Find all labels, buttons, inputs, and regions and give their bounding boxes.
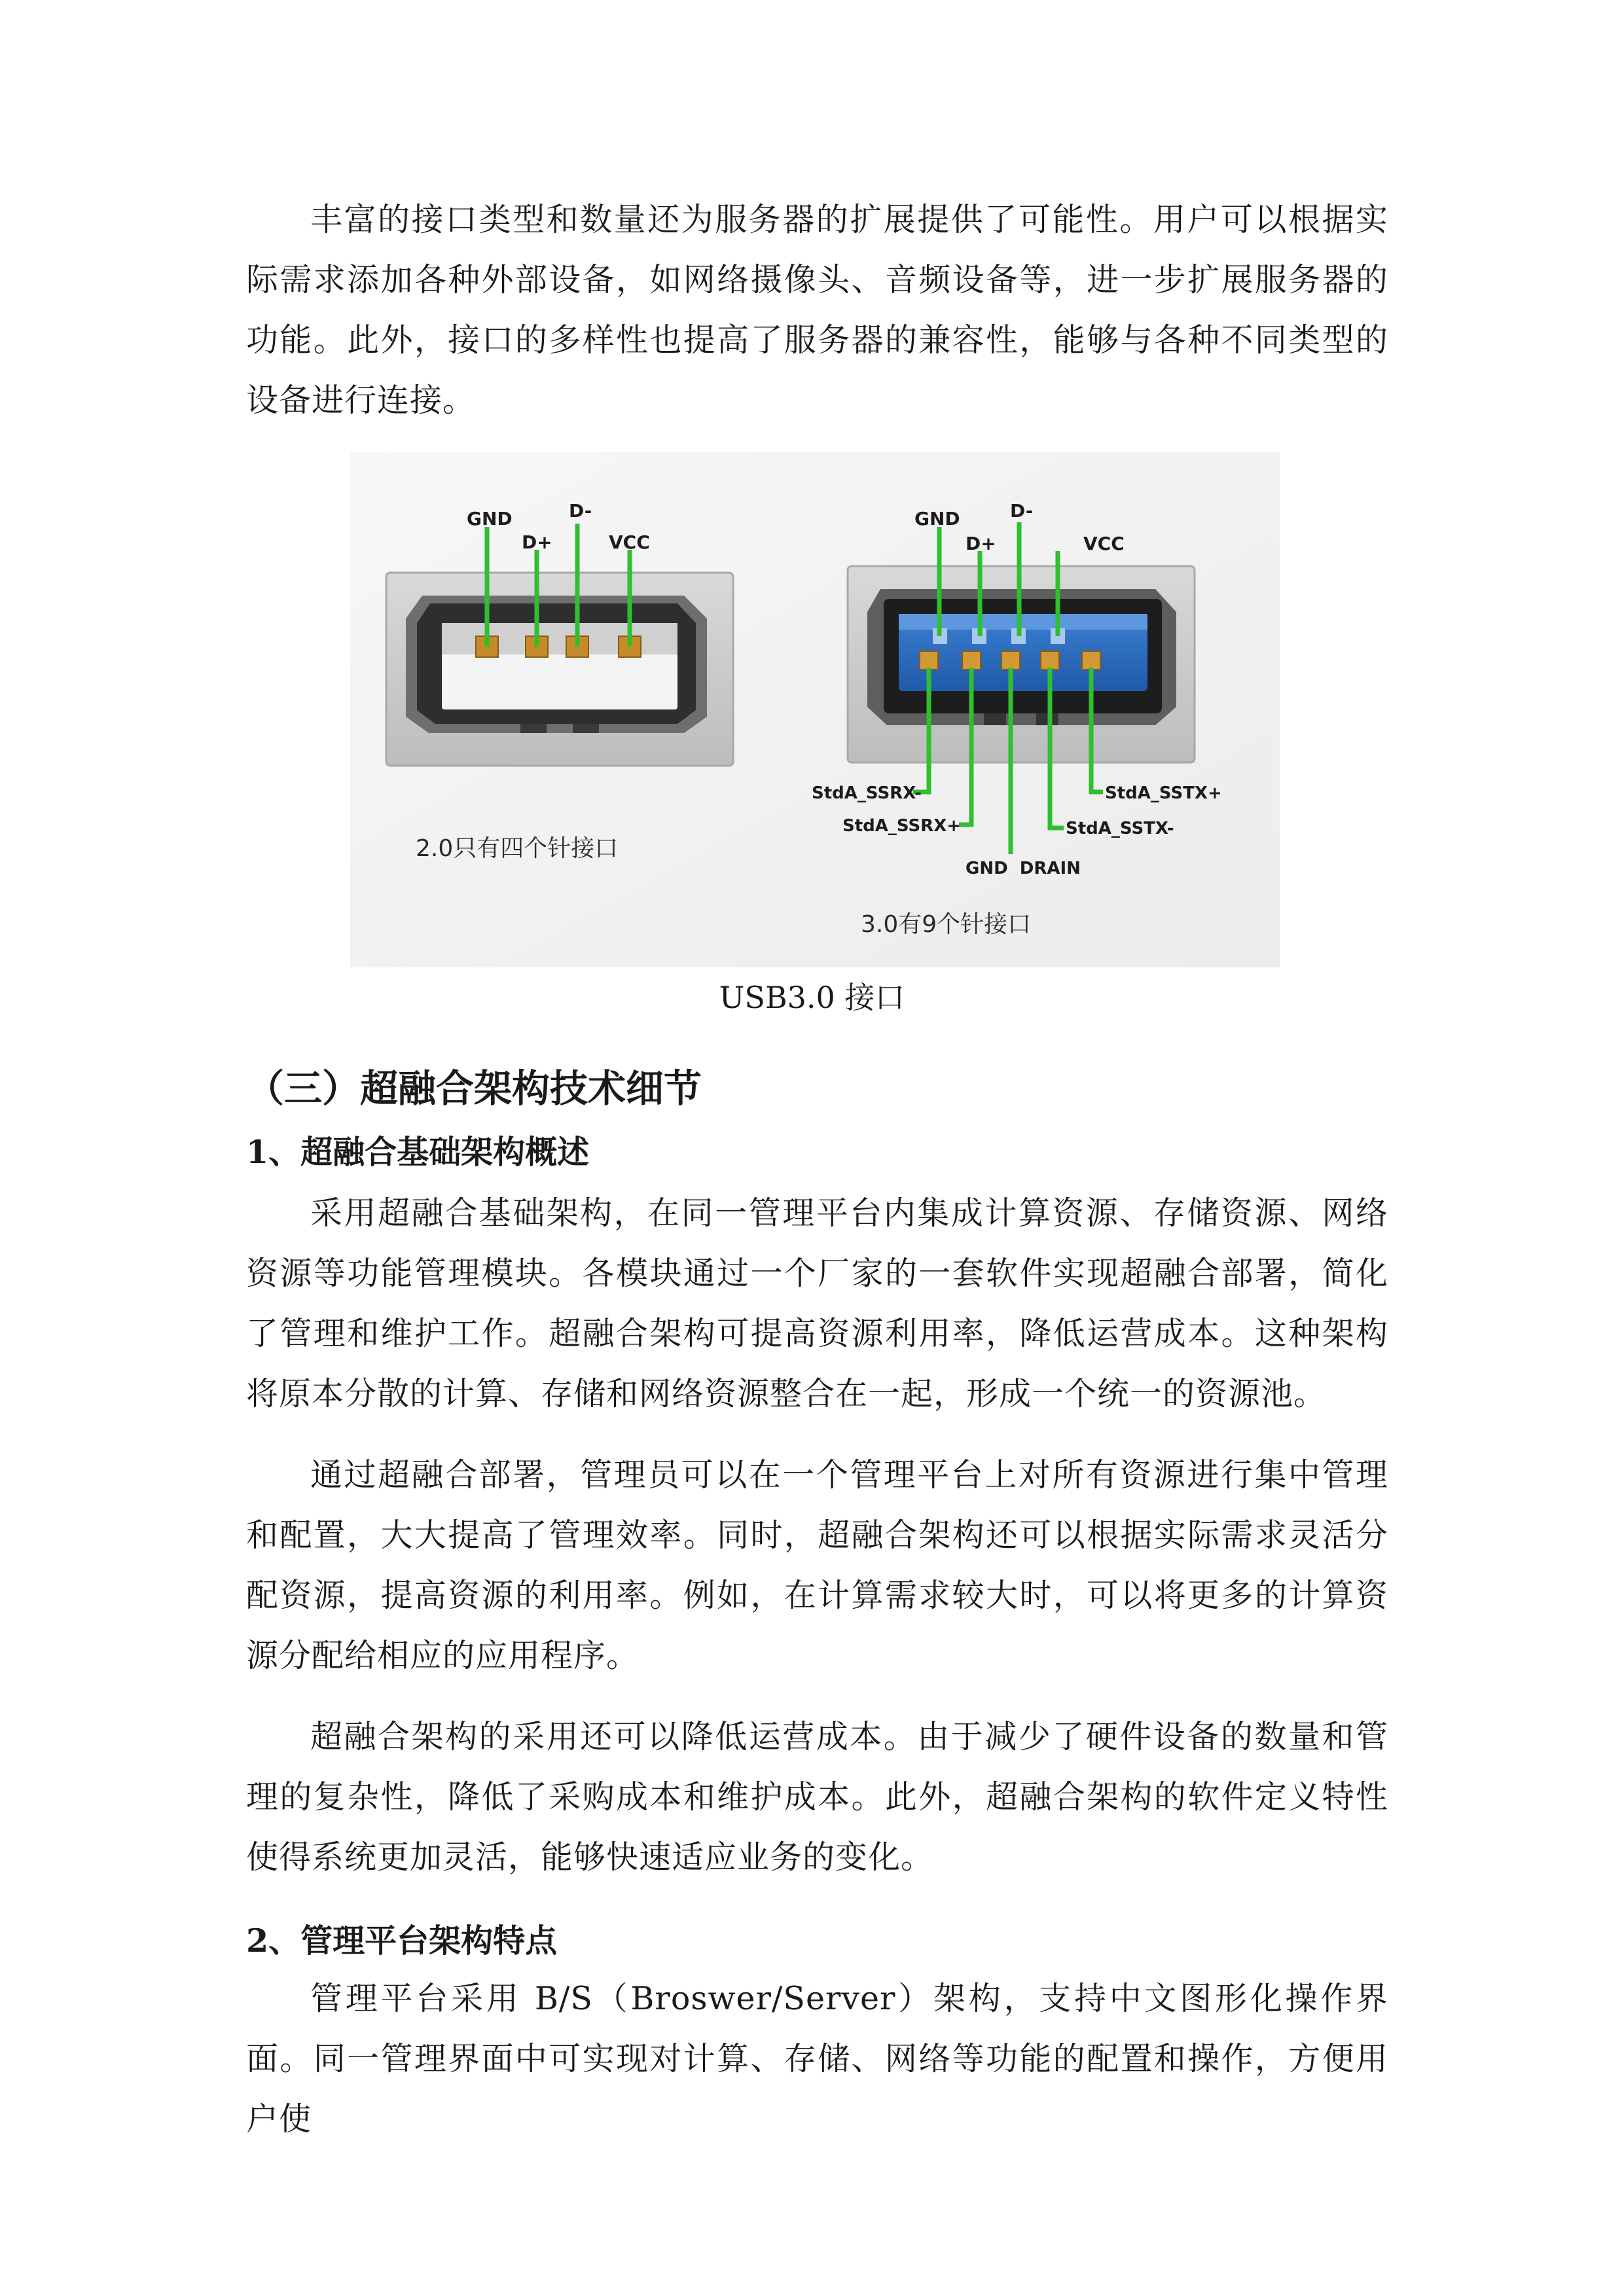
usb2-label-dminus: D- bbox=[569, 500, 592, 522]
usb3-label-gnd: GND bbox=[914, 508, 960, 529]
usb2-connector bbox=[386, 573, 733, 766]
section-heading-hyperconverged: （三）超融合架构技术细节 bbox=[246, 1066, 702, 1111]
usb3-note: 3.0有9个针接口 bbox=[861, 911, 1032, 938]
paragraph-centralized-management: 通过超融合部署，管理员可以在一个管理平台上对所有资源进行集中管理和配置，大大提高了管理效率。同时，超融合架构还可以根据实际需求灵活分配资源，提高资源的利用率。例如，在计算需求较大时，可以将更多的计算资源分配给相应的应用程序。 bbox=[246, 1456, 1388, 1674]
usb3-label-dminus: D- bbox=[1010, 500, 1034, 522]
usb3-label-vcc: VCC bbox=[1083, 533, 1125, 554]
paragraph-cost-reduction: 超融合架构的采用还可以降低运营成本。由于减少了硬件设备的数量和管理的复杂性，降低了采购成本和维护成本。此外，超融合架构的软件定义特性使得系统更加灵活，能够快速适应业务的变化。 bbox=[246, 1718, 1388, 1876]
subheading-management-platform: 2、管理平台架构特点 bbox=[246, 1922, 558, 1960]
usb3-label-sstx-minus: StdA_SSTX- bbox=[1066, 819, 1174, 838]
usb-pinout-diagram bbox=[350, 452, 1280, 967]
usb-interface-figure bbox=[350, 452, 1280, 967]
usb3-label-dplus: D+ bbox=[965, 533, 996, 554]
figure-caption: USB3.0 接口 bbox=[719, 980, 905, 1015]
paragraph-management-platform: 管理平台采用 B/S（Broswer/Server）架构，支持中文图形化操作界面。同一管理界面中可实现对计算、存储、网络等功能的配置和操作，方便用户使 bbox=[246, 1980, 1388, 2138]
paragraph-architecture-overview: 采用超融合基础架构，在同一管理平台内集成计算资源、存储资源、网络资源等功能管理模块。各模块通过一个厂家的一套软件实现超融合部署，简化了管理和维护工作。超融合架构可提高资源利用率，降低运营成本。这种架构将原本分散的计算、存储和网络资源整合在一起，形成一个统一的资源池。 bbox=[246, 1194, 1388, 1412]
usb3-label-ssrx-plus: StdA_SSRX+ bbox=[842, 816, 962, 836]
usb2-note: 2.0只有四个针接口 bbox=[416, 835, 619, 862]
usb3-label-ssrx-minus: StdA_SSRX- bbox=[812, 783, 922, 803]
usb3-label-sstx-plus: StdA_SSTX+ bbox=[1105, 783, 1222, 803]
subheading-architecture-overview: 1、超融合基础架构概述 bbox=[246, 1133, 590, 1171]
usb3-label-gnd-drain: GND DRAIN bbox=[965, 859, 1081, 878]
usb2-label-dplus: D+ bbox=[522, 531, 552, 553]
paragraph-interface-expansion: 丰富的接口类型和数量还为服务器的扩展提供了可能性。用户可以根据实际需求添加各种外部设备，如网络摄像头、音频设备等，进一步扩展服务器的功能。此外，接口的多样性也提高了服务器的兼容性，能够与各种不同类型的设备进行连接。 bbox=[246, 201, 1388, 419]
usb2-label-gnd: GND bbox=[467, 508, 513, 529]
usb2-label-vcc: VCC bbox=[609, 531, 650, 553]
